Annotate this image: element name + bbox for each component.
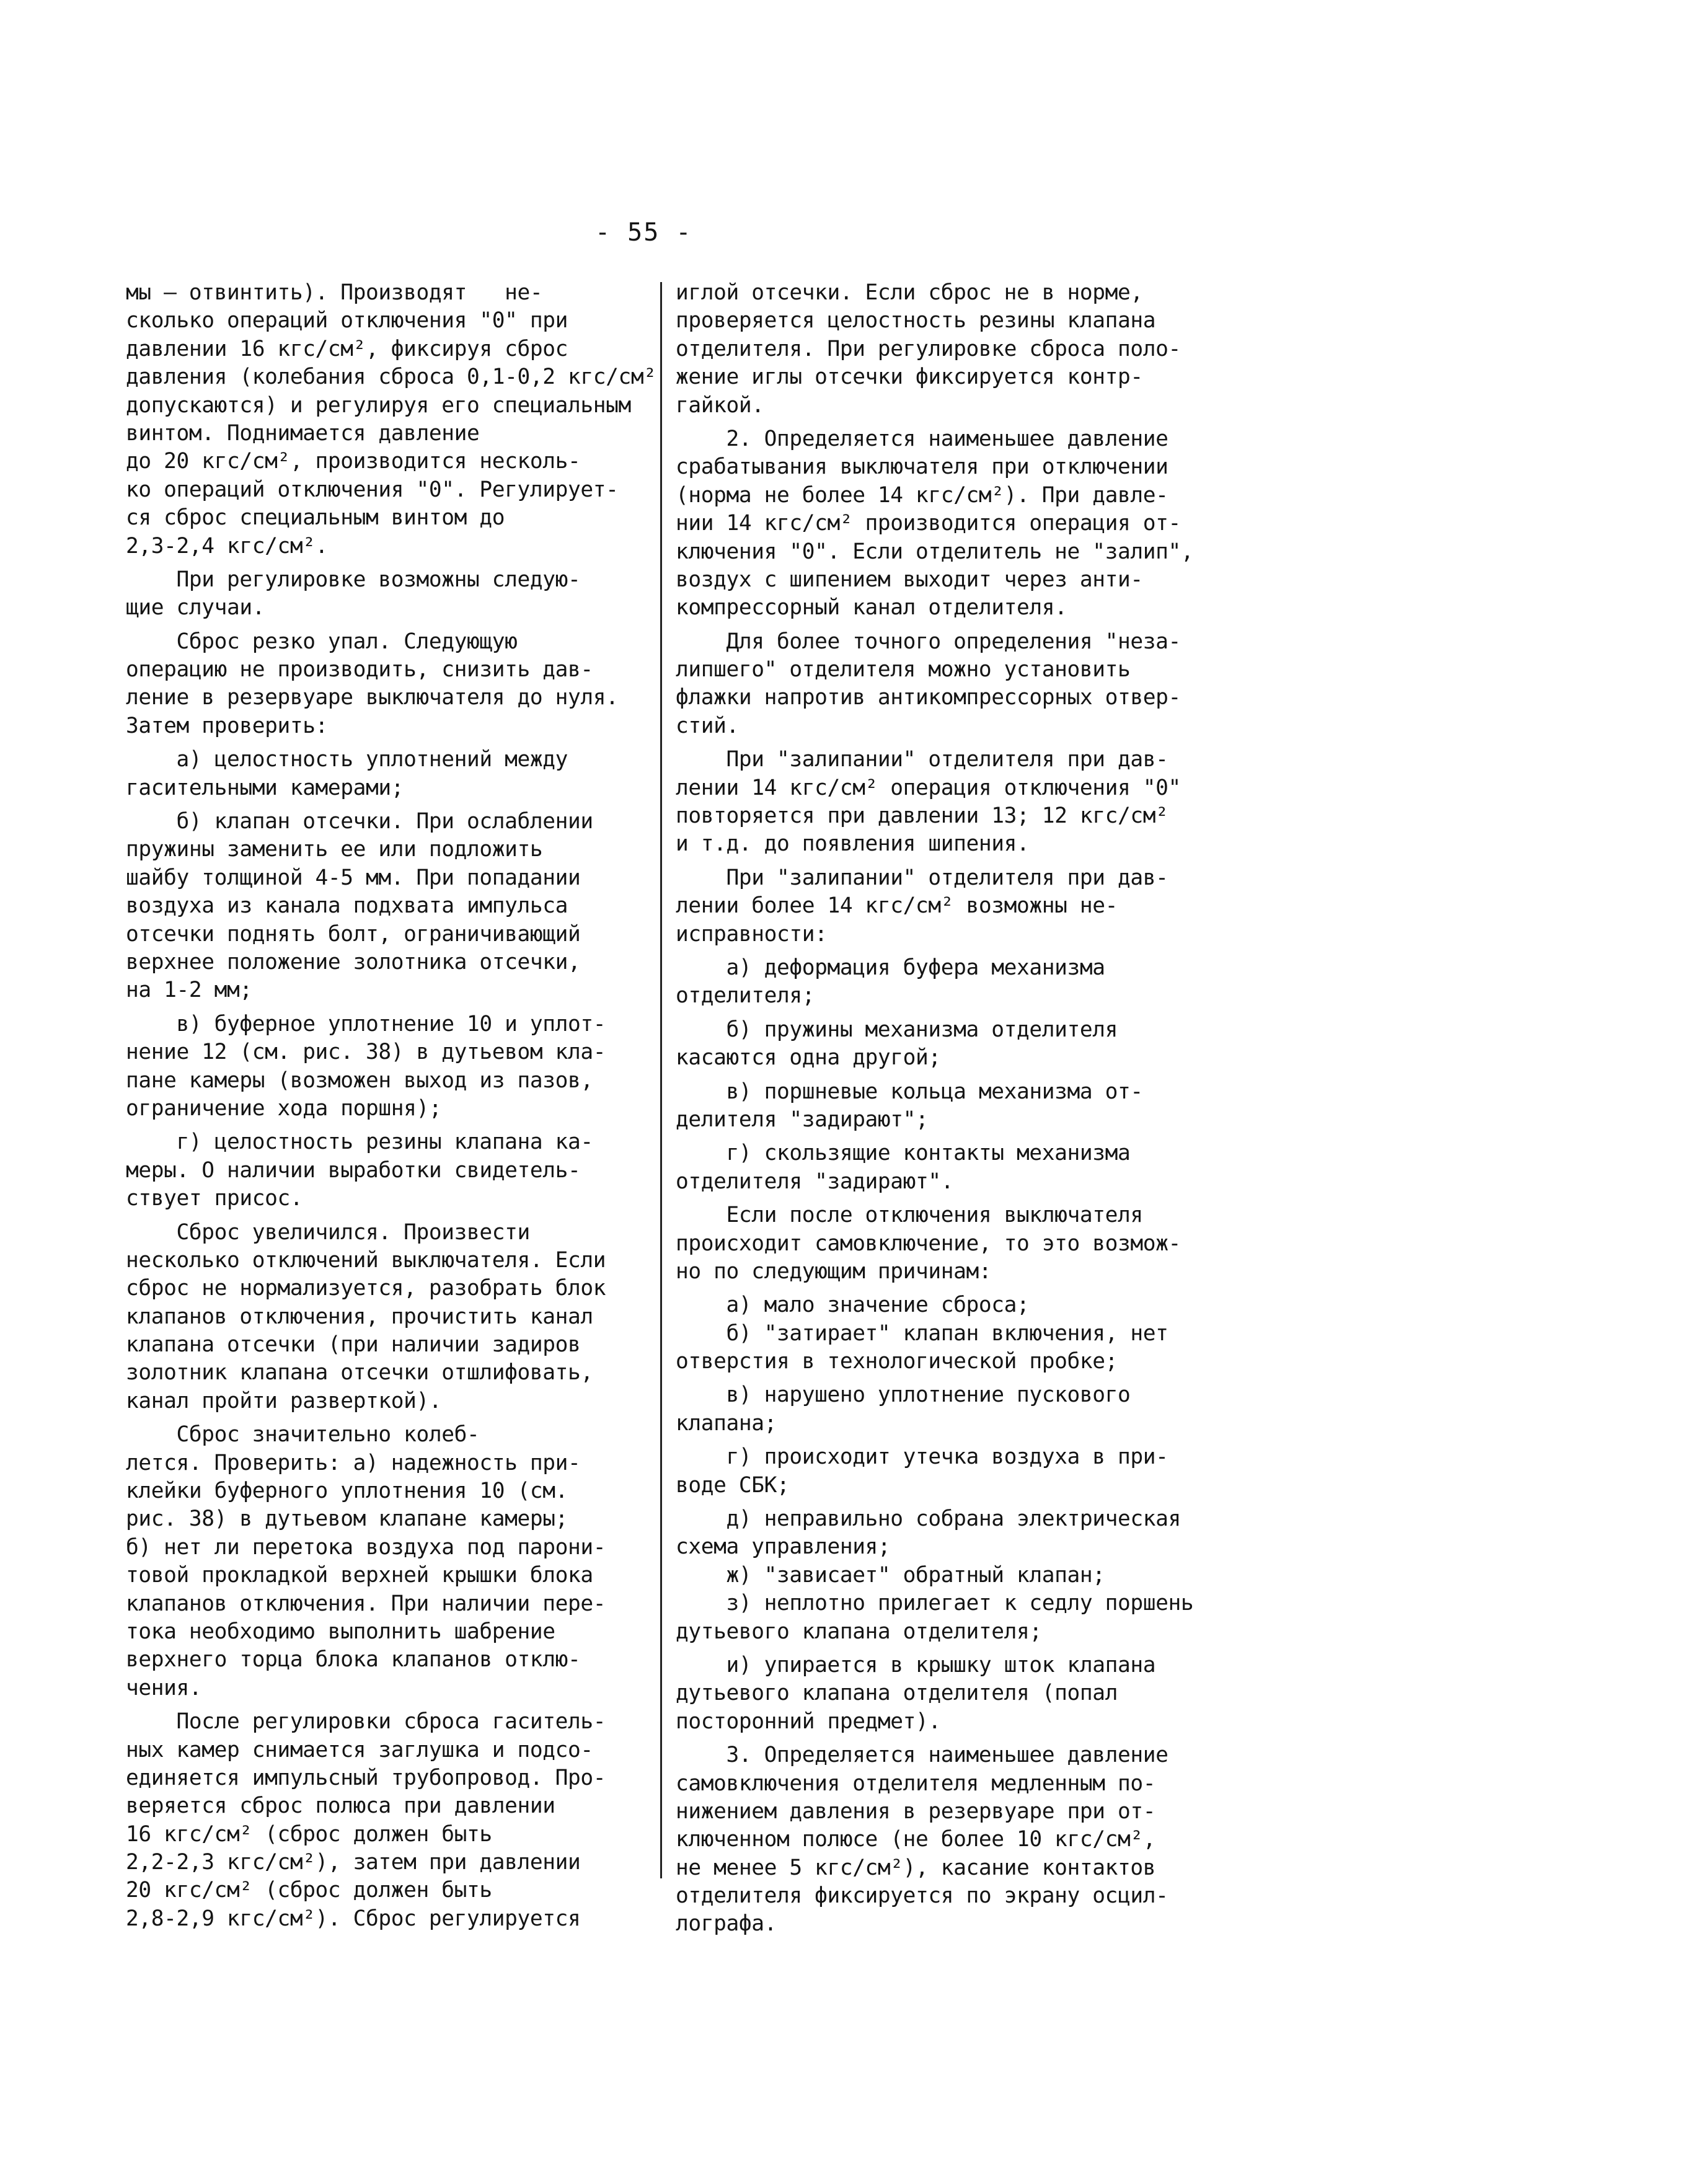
text-line: веряется сброс полюса при давлении (126, 1793, 555, 1819)
text-line: з) неплотно прилегает к седлу поршень (676, 1591, 1194, 1616)
text-line: щие случаи. (126, 595, 265, 621)
text-line: меры. О наличии выработки свидетель- (126, 1157, 581, 1183)
text-line: верхнее положение золотника отсечки, (126, 949, 581, 975)
text-line: воздух с шипением выходит через анти- (676, 567, 1143, 592)
text-line: сколько операций отключения "0" при (126, 308, 568, 334)
text-line: г) происходит утечка воздуха в при- (676, 1444, 1168, 1470)
text-line: мы — отвинтить). Производят не- (126, 280, 543, 305)
text-line: ся сброс специальным винтом до (126, 505, 505, 531)
text-line: допускаются) и регулируя его специальным (126, 392, 631, 418)
column-divider (660, 282, 662, 1878)
text-line: 16 кгс/см² (сброс должен быть (126, 1821, 492, 1847)
text-line: ление в резервуаре выключателя до нуля. (126, 685, 619, 710)
text-line: воде СБК; (676, 1472, 790, 1498)
text-line: отделителя. При регулировке сброса поло- (676, 336, 1181, 361)
text-line: пружины заменить ее или подложить (126, 837, 543, 862)
text-line: клапанов отключения, прочистить канал (126, 1304, 593, 1329)
text-line: Для более точного определения "неза- (676, 629, 1181, 654)
text-line: жение иглы отсечки фиксируется контр- (676, 365, 1143, 390)
text-line: единяется импульсный трубопровод. Про- (126, 1765, 606, 1790)
text-line: ко операций отключения "0". Регулирует- (126, 477, 619, 502)
text-line: чения. (126, 1675, 202, 1700)
text-line: дутьевого клапана отделителя (попал (676, 1681, 1118, 1706)
right-column (676, 279, 1221, 1939)
text-line: сброс не нормализуется, разобрать блок (126, 1276, 606, 1301)
text-line: а) деформация буфера механизма (676, 955, 1105, 980)
text-line: отделителя; (676, 983, 815, 1009)
text-line: б) "затирает" клапан включения, нет (676, 1320, 1168, 1346)
text-line: отделителя фиксируется по экрану осцил- (676, 1883, 1168, 1909)
text-line: ж) "зависает" обратный клапан; (676, 1562, 1105, 1588)
text-line: несколько отключений выключателя. Если (126, 1247, 606, 1273)
text-line: клапана отсечки (при наличии задиров (126, 1332, 581, 1358)
text-line: операцию не производить, снизить дав- (126, 657, 593, 683)
text-line: ных камер снимается заглушка и подсо- (126, 1737, 593, 1762)
text-line: б) нет ли перетока воздуха под парони- (126, 1534, 606, 1560)
text-line: Сброс увеличился. Произвести (126, 1219, 530, 1245)
text-line: в) поршневые кольца механизма от- (676, 1079, 1143, 1104)
text-line: флажки напротив антикомпрессорных отвер- (676, 685, 1181, 710)
text-line: 2. Определяется наименьшее давление (676, 426, 1168, 451)
text-line: лении 14 кгс/см² операция отключения "0" (676, 775, 1181, 800)
text-line: г) скользящие контакты механизма (676, 1141, 1131, 1166)
text-line: Сброс резко упал. Следующую (126, 629, 518, 654)
text-line: иглой отсечки. Если сброс не в норме, (676, 280, 1143, 305)
text-line: Затем проверить: (126, 713, 328, 738)
text-line: д) неправильно собрана электрическая (676, 1506, 1181, 1532)
text-line: 2,8-2,9 кгс/см²). Сброс регулируется (126, 1906, 581, 1931)
text-line: лографа. (676, 1911, 777, 1937)
text-line: клапанов отключения. При наличии пере- (126, 1591, 606, 1616)
text-line: канал пройти разверткой). (126, 1388, 442, 1413)
text-line: клейки буферного уплотнения 10 (см. (126, 1479, 568, 1504)
text-line: и т.д. до появления шипения. (676, 831, 1030, 857)
text-line: схема управления; (676, 1534, 891, 1560)
text-line: до 20 кгс/см², производится несколь- (126, 449, 581, 474)
text-line: не менее 5 кгс/см²), касание контактов (676, 1855, 1156, 1880)
text-line: 20 кгс/см² (сброс должен быть (126, 1878, 492, 1903)
text-line: лении более 14 кгс/см² возможны не- (676, 893, 1118, 919)
text-line: но по следующим причинам: (676, 1258, 992, 1284)
text-line: нение 12 (см. рис. 38) в дутьевом кла- (126, 1040, 606, 1065)
text-line: компрессорный канал отделителя. (676, 595, 1067, 621)
text-line: После регулировки сброса гаситель- (126, 1709, 606, 1735)
text-line: на 1-2 мм; (126, 978, 252, 1003)
text-line: ключения "0". Если отделитель не "залип", (676, 539, 1194, 564)
text-line: 3. Определяется наименьшее давление (676, 1743, 1168, 1768)
text-line: рис. 38) в дутьевом клапане камеры; (126, 1506, 568, 1532)
text-line: посторонний предмет). (676, 1709, 941, 1734)
text-line: пане камеры (возможен выход из пазов, (126, 1068, 593, 1093)
text-line: в) нарушено уплотнение пускового (676, 1382, 1131, 1408)
text-line: воздуха из канала подхвата импульса (126, 893, 568, 919)
text-line: При "залипании" отделителя при дав- (676, 865, 1168, 890)
text-line: липшего" отделителя можно установить (676, 657, 1131, 683)
text-line: (норма не более 14 кгс/см²). При давле- (676, 482, 1168, 508)
text-line: лется. Проверить: а) надежность при- (126, 1450, 581, 1475)
text-line: гайкой. (676, 392, 764, 418)
text-line: винтом. Поднимается давление (126, 420, 480, 446)
text-line: а) мало значение сброса; (676, 1293, 1030, 1318)
text-line: 2,2-2,3 кгс/см²), затем при давлении (126, 1850, 581, 1875)
text-line: нии 14 кгс/см² производится операция от- (676, 511, 1181, 536)
text-line: стий. (676, 713, 739, 738)
text-line: 2,3-2,4 кгс/см². (126, 533, 328, 559)
page-number: - 55 - (595, 218, 692, 247)
text-line: дутьевого клапана отделителя; (676, 1619, 1042, 1644)
text-line: Сброс значительно колеб- (126, 1422, 480, 1448)
text-line: ствует присос. (126, 1186, 303, 1211)
text-line: золотник клапана отсечки отшлифовать, (126, 1360, 593, 1386)
text-line: Если после отключения выключателя (676, 1203, 1143, 1228)
text-line: повторяется при давлении 13; 12 кгс/см² (676, 803, 1168, 829)
text-line: б) клапан отсечки. При ослаблении (126, 809, 593, 834)
text-line: нижением давления в резервуаре при от- (676, 1798, 1156, 1824)
text-line: происходит самовключение, то это возмож- (676, 1231, 1181, 1256)
text-line: г) целостность резины клапана ка- (126, 1130, 593, 1155)
text-line: отделителя "задирают". (676, 1169, 954, 1194)
text-line: ключенном полюсе (не более 10 кгс/см², (676, 1827, 1156, 1852)
text-line: тока необходимо выполнить шабрение (126, 1619, 555, 1644)
text-line: давления (колебания сброса 0,1-0,2 кгс/см² (126, 365, 656, 390)
text-line: исправности: (676, 921, 828, 947)
text-line: отсечки поднять болт, ограничивающий (126, 921, 581, 947)
text-line: товой прокладкой верхней крышки блока (126, 1563, 593, 1588)
text-line: а) целостность уплотнений между (126, 747, 568, 772)
text-line: срабатывания выключателя при отключении (676, 454, 1168, 480)
left-column (126, 279, 656, 1933)
text-line: в) буферное уплотнение 10 и уплот- (126, 1011, 606, 1037)
text-line: гасительными камерами; (126, 775, 404, 800)
text-line: клапана; (676, 1410, 777, 1436)
text-line: отверстия в технологической пробке; (676, 1349, 1118, 1374)
text-line: проверяется целостность резины клапана (676, 308, 1156, 334)
text-line: б) пружины механизма отделителя (676, 1017, 1118, 1042)
text-line: При регулировке возможны следую- (126, 567, 581, 592)
text-line: делителя "задирают"; (676, 1107, 929, 1132)
text-line: При "залипании" отделителя при дав- (676, 747, 1168, 772)
text-line: ограничение хода поршня); (126, 1095, 442, 1121)
text-line: давлении 16 кгс/см², фиксируя сброс (126, 336, 568, 361)
text-line: самовключения отделителя медленным по- (676, 1771, 1156, 1796)
text-line: шайбу толщиной 4-5 мм. При попадании (126, 865, 581, 890)
text-line: касаются одна другой; (676, 1045, 941, 1071)
text-line: и) упирается в крышку шток клапана (676, 1652, 1156, 1678)
text-line: верхнего торца блока клапанов отклю- (126, 1647, 581, 1673)
